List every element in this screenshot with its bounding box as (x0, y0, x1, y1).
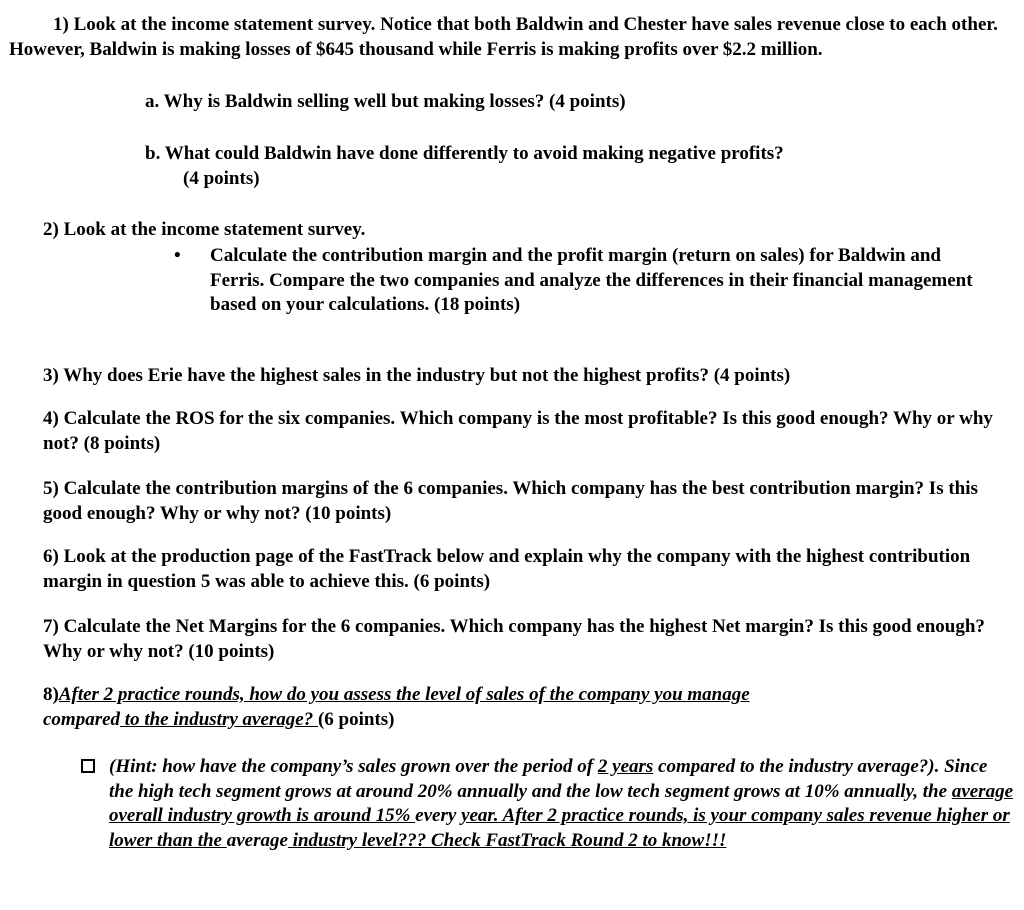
question-8-compared: compared (43, 708, 121, 730)
question-8-points: (6 points) (317, 708, 395, 730)
question-6: 6) Look at the production page of the FastTrack below and explain why the company with the highest contribution margin in question 5 was able to achieve this. (6 points) (43, 546, 971, 592)
bullet-icon: • (174, 245, 181, 266)
hint-text-2: compared to the industry average?). Since the high tech segment grows at around 20% annually and the low tech segment grows at 10% annually, the (109, 756, 988, 802)
checkbox-icon (81, 759, 95, 773)
question-1b-points: (4 points) (183, 168, 260, 189)
question-1a: a. Why is Baldwin selling well but making losses? (4 points) (145, 91, 626, 112)
question-5: 5) Calculate the contribution margins of the 6 companies. Which company has the best contribution margin? Is this good enough? Why or why not? (10 points) (43, 478, 978, 524)
question-3: 3) Why does Erie have the highest sales in the industry but not the highest profits? (4 points) (43, 365, 791, 386)
question-2-bullet-text: Calculate the contribution margin and the profit margin (return on sales) for Baldwin and Ferris. Compare the two companies and analyze the differences in their financial management based on your calculations. (18 points) (210, 245, 973, 315)
hint-two-years: 2 years (597, 756, 654, 777)
question-8-industry: to the industry average? (120, 708, 318, 730)
hint-text-1: (Hint: how have the company’s sales grown over the period of (109, 756, 598, 777)
question-1: 1) Look at the income statement survey. Notice that both Baldwin and Chester have sales revenue close to each other. However, Baldwin is making losses of $645 thousand while Ferris is making profits over $2.2 million. (9, 14, 998, 60)
question-8-number: 8) (43, 684, 59, 705)
question-8-text: After 2 practice rounds, how do you assess the level of sales of the company you manage (58, 684, 750, 705)
hint-paragraph (109, 755, 1014, 853)
question-2: 2) Look at the income statement survey. (43, 219, 366, 240)
question-1b: b. What could Baldwin have done differently to avoid making negative profits? (145, 143, 784, 164)
question-8 (43, 683, 1003, 732)
question-7: 7) Calculate the Net Margins for the 6 companies. Which company has the highest Net margin? Is this good enough? Why or why not? (10 points) (43, 616, 985, 662)
hint-average: average (226, 829, 288, 851)
hint-industry-growth: average overall industry growth is around 15% (109, 780, 1014, 826)
question-4: 4) Calculate the ROS for the six companies. Which company is the most profitable? Is this good enough? Why or why not? (8 points) (43, 408, 993, 454)
hint-question: year. After 2 practice rounds, is your company sales revenue higher or lower than the (109, 805, 1010, 851)
hint-check-fasttrack: industry level??? Check FastTrack Round 2 to know!!! (287, 829, 727, 851)
hint-every: every (415, 805, 462, 826)
